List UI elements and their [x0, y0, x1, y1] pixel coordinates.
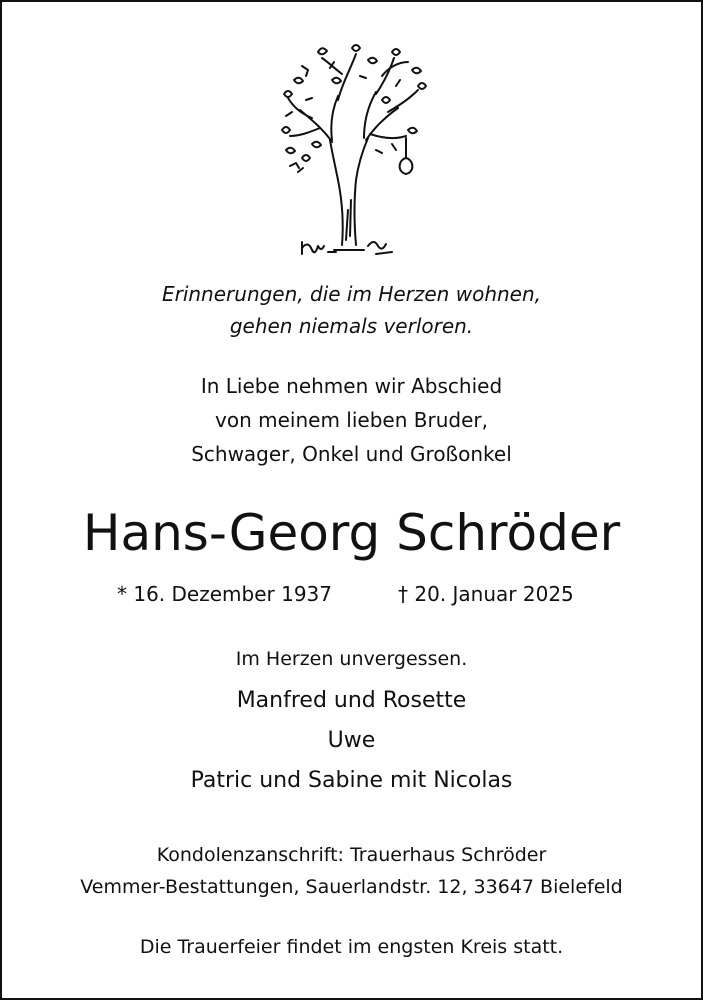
- quote-line-2: gehen niemals verloren.: [229, 314, 474, 338]
- death-date: † 20. Januar 2025: [398, 582, 574, 606]
- mourner-3: Patric und Sabine mit Nicolas: [190, 768, 513, 793]
- birth-date: * 16. Dezember 1937: [117, 582, 332, 606]
- condolence-line-2: Vemmer-Bestattungen, Sauerlandstr. 12, 33647 Bielefeld: [80, 876, 623, 898]
- intro-line-2: von meinem lieben Bruder,: [215, 408, 488, 432]
- mourner-1: Manfred und Rosette: [236, 688, 467, 713]
- memory-text: Im Herzen unvergessen.: [235, 648, 468, 670]
- intro-line-3: Schwager, Onkel und Großonkel: [191, 442, 512, 466]
- life-dates: [2, 582, 701, 612]
- condolence-line-1: Kondolenzanschrift: Trauerhaus Schröder: [156, 844, 547, 866]
- quote-line-1: Erinnerungen, die im Herzen wohnen,: [161, 282, 542, 306]
- tree-icon: [272, 40, 432, 262]
- intro-line-1: In Liebe nehmen wir Abschied: [200, 374, 503, 398]
- ceremony-note: Die Trauerfeier findet im engsten Kreis statt.: [139, 936, 564, 958]
- deceased-name: Hans-Georg Schröder: [82, 504, 621, 562]
- mourner-2: Uwe: [327, 728, 376, 753]
